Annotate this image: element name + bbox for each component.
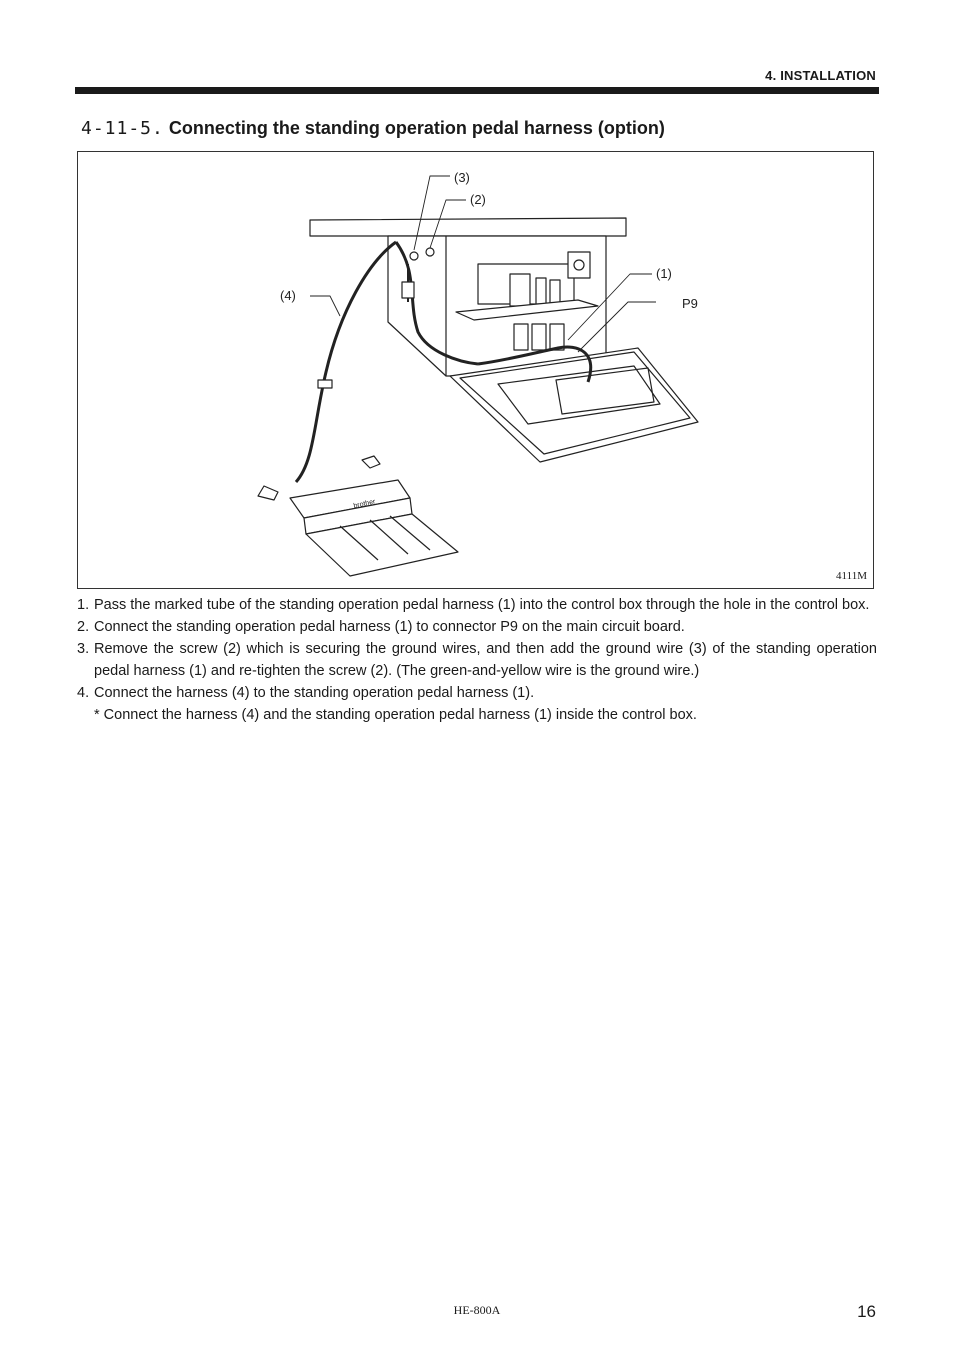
step-number: 4. <box>77 685 90 701</box>
list-item <box>77 638 877 682</box>
callout-1-label: (1) <box>656 266 672 281</box>
section-title-text: Connecting the standing operation pedal harness (option) <box>168 118 665 138</box>
section-number: 4-11-5. <box>81 118 164 139</box>
step-number: 3. <box>77 641 90 657</box>
callout-3-label: (3) <box>454 170 470 185</box>
step-number: 1. <box>77 597 90 613</box>
list-item <box>77 594 877 616</box>
header-section-label: 4. INSTALLATION <box>765 68 876 83</box>
step-number: 2. <box>77 619 90 635</box>
callout-2-label: (2) <box>470 192 486 207</box>
callout-4-label: (4) <box>280 288 296 303</box>
brand-logo-text: brother <box>352 498 377 510</box>
step-note: * Connect the harness (4) and the standing operation pedal harness (1) inside the control box. <box>94 707 697 723</box>
step-text: Connect the harness (4) to the standing operation pedal harness (1). <box>94 685 535 701</box>
step-text: Remove the screw (2) which is securing the ground wires, and then add the ground wire (3) of the standing operation pedal harness (1) and re-tighten the screw (2). (The green-and-yellow wire is the ground wire.) <box>94 641 877 679</box>
list-item <box>77 616 877 638</box>
callout-p9-label: P9 <box>682 296 698 311</box>
step-text: Pass the marked tube of the standing operation pedal harness (1) into the control box through the hole in the control box. <box>94 597 870 613</box>
list-item <box>77 682 877 704</box>
section-title <box>81 118 665 139</box>
instruction-list <box>77 594 877 726</box>
figure-frame <box>77 151 874 589</box>
page-number: 16 <box>857 1302 876 1321</box>
installation-illustration <box>78 152 875 590</box>
footer-model: HE-800A <box>453 1303 501 1317</box>
header-rule <box>75 87 879 94</box>
figure-code: 4111M <box>836 570 867 582</box>
step-text: Connect the standing operation pedal harness (1) to connector P9 on the main circuit board. <box>94 619 685 635</box>
